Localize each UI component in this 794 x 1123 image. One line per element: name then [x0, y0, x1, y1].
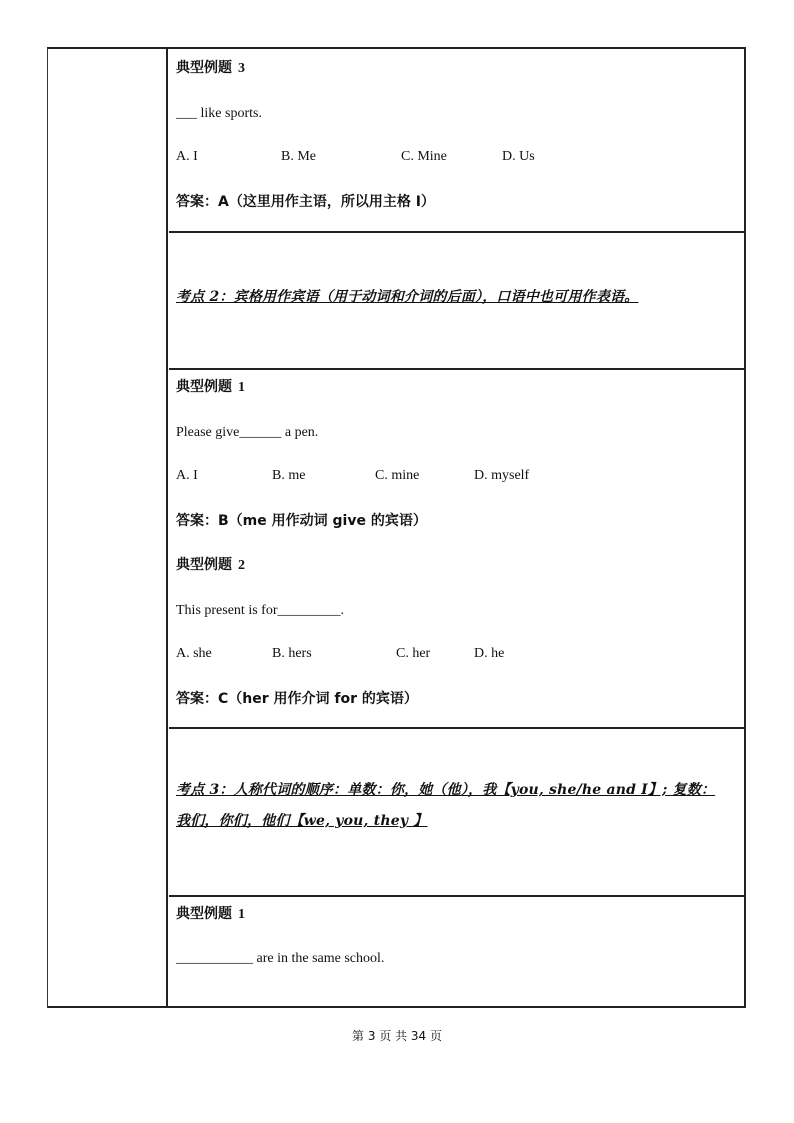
example-block-2 [169, 370, 744, 727]
content-table [47, 47, 746, 1008]
kaodian-3-line-1: 考点 3：人称代词的顺序：单数：你，她（他），我【you, she/he and I】; 复数： [176, 782, 716, 798]
option-c: C. her [396, 646, 431, 661]
kaodian-3-line-2: 我们，你们，他们【we, you, they 】 [176, 813, 428, 829]
option-a: A. she [176, 646, 212, 661]
answer-text: 答案：C（her 用作介词 for 的宾语） [176, 691, 418, 707]
left-column [48, 49, 168, 1006]
kaodian-3-row [169, 729, 744, 895]
question-text: ___________ are in the same school. [176, 951, 385, 966]
option-b: B. me [272, 468, 306, 483]
answer-text: 答案：A（这里用作主语，所以用主格 I） [176, 194, 435, 210]
example-block-3 [169, 897, 744, 1007]
option-a: A. I [176, 468, 198, 483]
example-heading: 典型例题 1 [176, 906, 245, 922]
option-c: C. mine [375, 468, 420, 483]
option-d: D. he [474, 646, 505, 661]
option-d: D. Us [502, 149, 535, 164]
answer-text: 答案：B（me 用作动词 give 的宾语） [176, 513, 427, 529]
option-b: B. Me [281, 149, 316, 164]
option-b: B. hers [272, 646, 312, 661]
option-d: D. myself [474, 468, 530, 483]
example-heading: 典型例题 3 [176, 60, 245, 76]
question-text: Please give______ a pen. [176, 425, 319, 440]
page-footer: 第 3 页 共 34 页 [352, 1029, 442, 1043]
question-text: This present is for_________. [176, 603, 344, 618]
kaodian-2-text: 考点 2：宾格用作宾语（用于动词和介词的后面），口语中也可用作表语。 [176, 289, 639, 305]
question-text: ___ like sports. [176, 106, 262, 121]
kaodian-2-row [169, 233, 744, 369]
example-block-1 [169, 49, 744, 231]
example-heading: 典型例题 1 [176, 379, 245, 395]
option-a: A. I [176, 149, 198, 164]
example-heading: 典型例题 2 [176, 557, 245, 573]
option-c: C. Mine [401, 149, 447, 164]
